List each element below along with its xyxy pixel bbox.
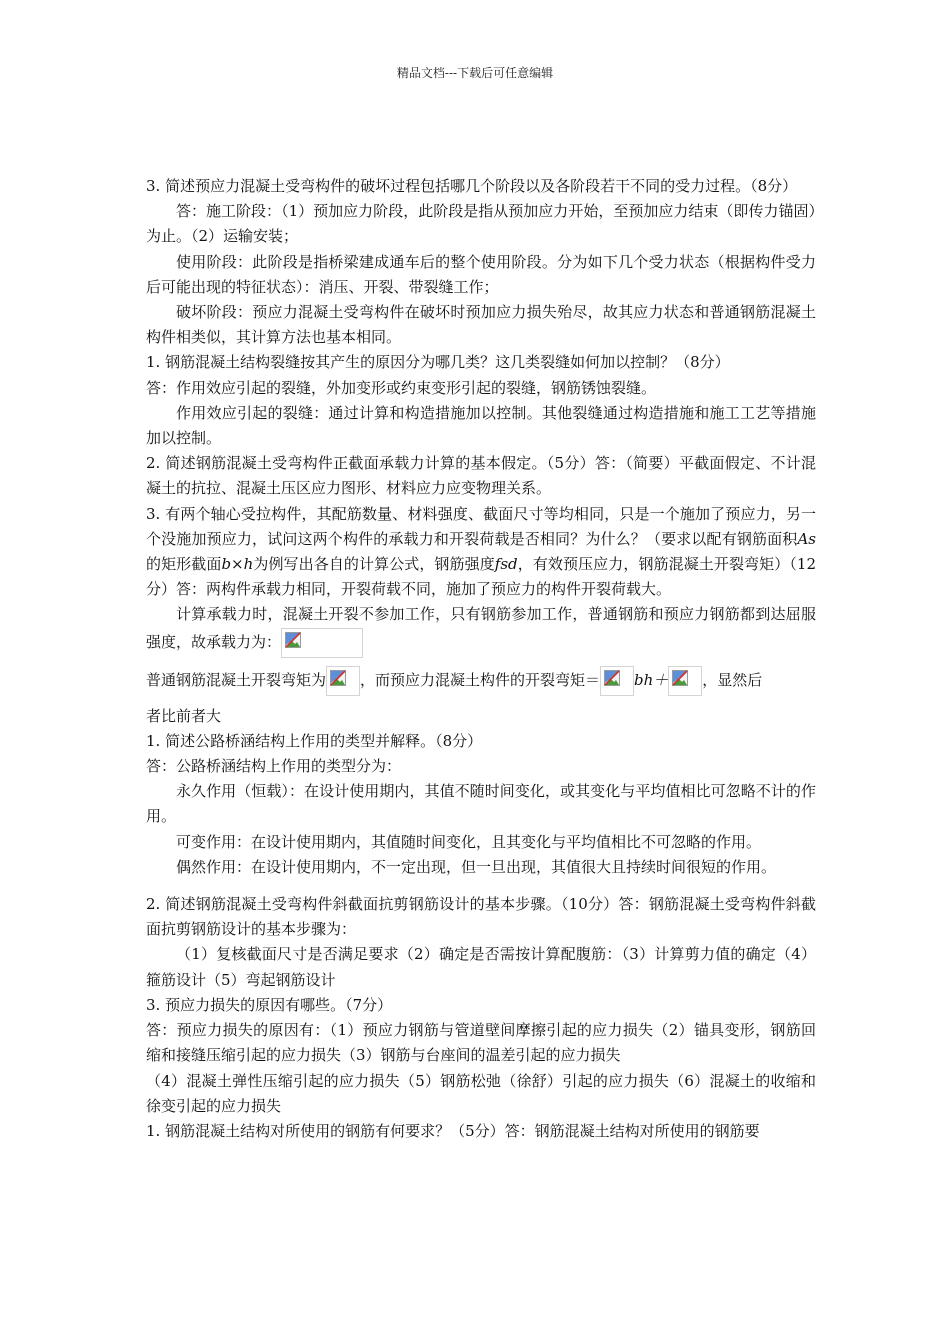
answer-paragraph: 作用效应引起的裂缝：通过计算和构造措施加以控制。其他裂缝通过构造措施和施工工艺等措施加以控制。 bbox=[146, 403, 816, 448]
answer-paragraph: 者比前者大 bbox=[146, 706, 222, 725]
answer-paragraph: 答：预应力损失的原因有：（1）预应力钢筋与管道壁间摩擦引起的应力损失（2）锚具变形，钢筋回缩和接缝压缩引起的应力损失（3）钢筋与台座间的温差引起的应力损失 bbox=[146, 1021, 816, 1065]
answer-paragraph: 可变作用：在设计使用期内，其值随时间变化，且其变化与平均值相比不可忽略的作用。 bbox=[176, 832, 762, 851]
answer-paragraph: 答：公路桥涵结构上作用的类型分为： bbox=[146, 757, 402, 776]
text-run: ，有效预压应力，钢筋混凝土开裂弯矩）（12分）答：两构件承载力相同，开裂荷载不同，施加了预应力的构件开裂荷载大。 bbox=[146, 555, 816, 599]
text-run: 3. 有两个轴心受拉构件，其配筋数量、材料强度、截面尺寸等均相同，只是一个施加了预应力，另一个没施加预应力，试问这两个构件的承载力和开裂荷载是否相同？为什么？（要求以配有钢筋面积 bbox=[146, 504, 816, 548]
broken-image-icon bbox=[285, 632, 301, 648]
question-title: 3. 简述预应力混凝土受弯构件的破坏过程包括哪几个阶段以及各阶段若干不同的受力过程。（8分） bbox=[146, 177, 798, 195]
math-fsd: fsd bbox=[494, 555, 518, 574]
page-header: 精品文档---下载后可任意编辑 bbox=[396, 66, 554, 80]
document-body bbox=[146, 174, 816, 1144]
math-bxh: b×h bbox=[221, 555, 254, 574]
text-run: 普通钢筋混凝土开裂弯矩为 bbox=[146, 670, 327, 689]
broken-image-icon bbox=[330, 670, 346, 686]
spacer bbox=[146, 880, 816, 892]
answer-paragraph: （1）复核截面尺寸是否满足要求（2）确定是否需按计算配腹筋：（3）计算剪力值的确定（4）箍筋设计（5）弯起钢筋设计 bbox=[146, 945, 816, 989]
text-run: 的矩形截面 bbox=[146, 555, 222, 574]
formula-image-placeholder bbox=[600, 666, 634, 696]
math-as: As bbox=[797, 529, 816, 548]
question-title: 1. 钢筋混凝土结构裂缝按其产生的原因分为哪几类？这几类裂缝如何加以控制？（8分） bbox=[146, 353, 730, 372]
answer-paragraph bbox=[146, 666, 816, 696]
text-run: 为例写出各自的计算公式，钢筋强度 bbox=[253, 555, 495, 574]
answer-paragraph: 使用阶段：此阶段是指桥梁建成通车后的整个使用阶段。分为如下几个受力状态（根据构件受力后可能出现的特征状态）：消压、开裂、带裂缝工作； bbox=[146, 252, 816, 296]
question-title: 1. 简述公路桥涵结构上作用的类型并解释。（8分） bbox=[146, 731, 483, 750]
formula-image-placeholder bbox=[326, 666, 360, 696]
question-paragraph: 1. 钢筋混凝土结构对所使用的钢筋有何要求？（5分）答：钢筋混凝土结构对所使用的钢筋要 bbox=[146, 1121, 760, 1140]
answer-paragraph: 永久作用（恒载）：在设计使用期内，其值不随时间变化，或其变化与平均值相比可忽略不计的作用。 bbox=[146, 782, 816, 826]
question-paragraph: 2. 简述钢筋混凝土受弯构件斜截面抗剪钢筋设计的基本步骤。（10分）答：钢筋混凝土受弯构件斜截面抗剪钢筋设计的基本步骤为： bbox=[146, 895, 816, 939]
broken-image-icon bbox=[672, 670, 688, 686]
text-run: 计算承载力时，混凝土开裂不参加工作，只有钢筋参加工作，普通钢筋和预应力钢筋都到达屈服强度，故承载力为： bbox=[146, 605, 816, 651]
formula-image-placeholder bbox=[668, 666, 702, 696]
answer-paragraph: 答：施工阶段：（1）预加应力阶段，此阶段是指从预加应力开始，至预加应力结束（即传力锚固）为止。（2）运输安装； bbox=[146, 202, 816, 246]
answer-paragraph bbox=[146, 602, 816, 657]
text-run: ，显然后 bbox=[702, 670, 763, 689]
question-title: 3. 预应力损失的原因有哪些。（7分） bbox=[146, 995, 393, 1014]
text-run: ，而预应力混凝土构件的开裂弯矩＝ bbox=[360, 670, 601, 689]
question-paragraph: 2. 简述钢筋混凝土受弯构件正截面承载力计算的基本假定。（5分）答：（简要）平截面假定、不计混凝土的抗拉、混凝土压区应力图形、材料应力应变物理关系。 bbox=[146, 454, 816, 498]
answer-paragraph: 答：作用效应引起的裂缝，外加变形或约束变形引起的裂缝，钢筋锈蚀裂缝。 bbox=[146, 378, 657, 397]
spacer bbox=[146, 658, 816, 666]
answer-paragraph: （4）混凝土弹性压缩引起的应力损失（5）钢筋松弛（徐舒）引起的应力损失（6）混凝土的收缩和徐变引起的应力损失 bbox=[146, 1071, 816, 1115]
spacer bbox=[146, 696, 816, 704]
formula-image-placeholder bbox=[281, 628, 363, 658]
answer-paragraph: 破坏阶段：预应力混凝土受弯构件在破坏时预加应力损失殆尽，故其应力状态和普通钢筋混凝土构件相类似，其计算方法也基本相同。 bbox=[146, 303, 816, 347]
answer-paragraph: 偶然作用：在设计使用期内，不一定出现，但一旦出现，其值很大且持续时间很短的作用。 bbox=[176, 857, 777, 876]
broken-image-icon bbox=[604, 670, 620, 686]
question-paragraph bbox=[146, 502, 816, 603]
math-bh: bh＋ bbox=[634, 670, 669, 689]
